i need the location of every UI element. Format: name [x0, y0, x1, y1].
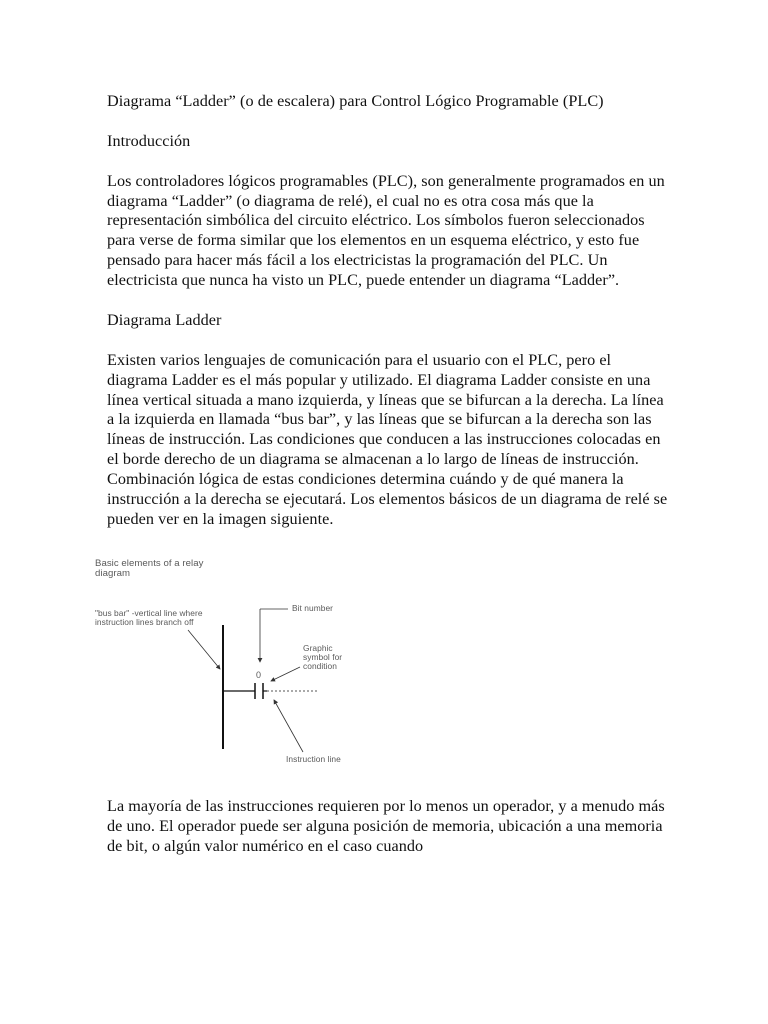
- document-title: Diagrama “Ladder” (o de escalera) para Control Lógico Programable (PLC): [107, 92, 604, 110]
- section-heading-diagrama-ladder: Diagrama Ladder: [107, 310, 222, 329]
- bus-bar-arrow: [188, 630, 220, 669]
- instruction-line-arrow: [274, 700, 303, 752]
- paragraph-closing: La mayoría de las instrucciones requieren por lo menos un operador, y a menudo más de uno. El operador puede ser alguna posición de memoria, ubicación a una memoria de bit, o algún valor numérico en el caso cuando: [107, 796, 665, 855]
- graphic-symbol-label: Graphic symbol for condition: [303, 642, 343, 672]
- graphic-symbol-arrow: [271, 667, 300, 681]
- paragraph-introduccion: Los controladores lógicos programables (PLC), son generalmente programados en un diagrama “Ladder” (o diagrama de relé), el cual no es otra cosa más que la representación simbólica del circuito eléctrico. Los símbolos fueron seleccionados para verse de forma similar que los elementos en un esquema eléctrico, y esto fue pensado para hacer más fácil a los electricistas la programación del PLC. Un electricista que nunca ha visto un PLC, puede entender un diagrama “Ladder”.: [107, 171, 665, 290]
- relay-diagram-figure: [93, 552, 353, 777]
- section-heading-introduccion: Introducción: [107, 131, 191, 150]
- bus-bar-label: "bus bar" -vertical line where instruction lines branch off: [95, 607, 203, 628]
- instruction-line-label: Instruction line: [286, 753, 341, 764]
- paragraph-diagrama-ladder: Existen varios lenguajes de comunicación para el usuario con el PLC, pero el diagrama Ladder es el más popular y utilizado. El diagrama Ladder consiste en una línea vertical situada a mano izquierda, y líneas que se bifurcan a la derecha. La línea a la izquierda en llamada “bus bar”, y las líneas que se bifurcan a la derecha son las líneas de instrucción. Las condiciones que conducen a las instrucciones colocadas en el borde derecho de un diagrama se almacenan a lo largo de líneas de instrucción. Combinación lógica de estas condiciones determina cuándo y de qué manera la instrucción a la derecha se ejecutará. Los elementos básicos de un diagrama de relé se pueden ver en la imagen siguiente.: [107, 350, 668, 528]
- document-body: [95, 92, 672, 857]
- figure-title: Basic elements of a relay diagram: [95, 557, 204, 580]
- bit-number-value: 0: [256, 669, 262, 680]
- bit-number-label: Bit number: [292, 602, 333, 613]
